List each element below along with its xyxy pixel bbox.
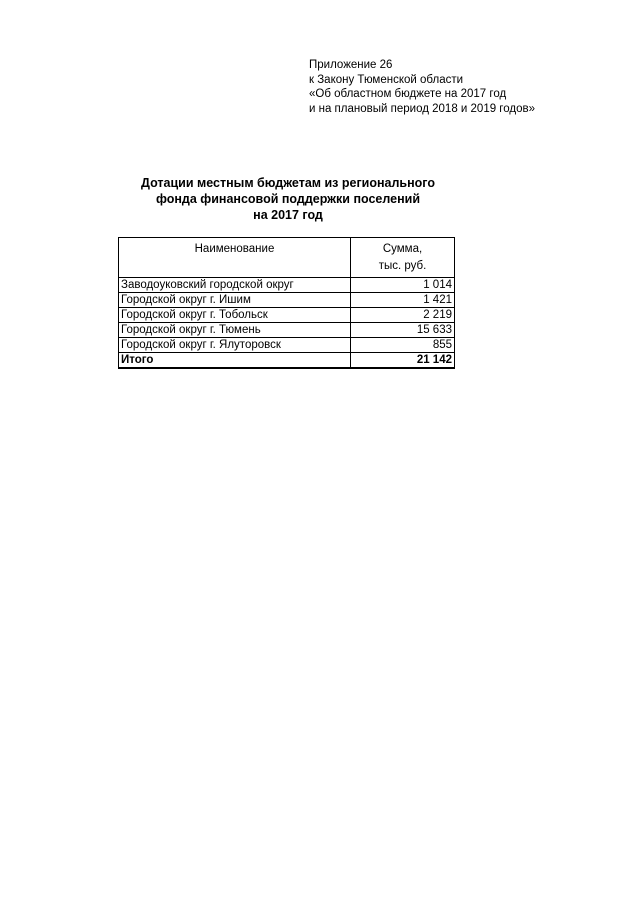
table-row (119, 293, 455, 308)
row-name: Городской округ г. Ишим (119, 293, 351, 308)
row-sum: 2 219 (351, 308, 455, 323)
row-sum: 15 633 (351, 323, 455, 338)
annex-header (309, 58, 535, 116)
annex-line-2: к Закону Тюменской области (309, 73, 464, 86)
annex-line-1: Приложение 26 (309, 59, 393, 71)
row-sum: 855 (351, 338, 455, 353)
title-line-3: на 2017 год (253, 208, 323, 222)
column-header-sum-line-2: тыс. руб. (378, 260, 427, 272)
column-header-sum-line-1: Сумма, (382, 243, 423, 255)
table-row (119, 323, 455, 338)
total-row (119, 353, 455, 369)
column-header-sum (351, 238, 455, 278)
row-name: Городской округ г. Тобольск (119, 308, 351, 323)
table-row (119, 338, 455, 353)
table-row (119, 278, 455, 293)
title-line-2: фонда финансовой поддержки поселений (155, 192, 421, 206)
title-line-1: Дотации местным бюджетам из регионального (141, 176, 435, 190)
document-title (120, 175, 456, 223)
table-header-row (119, 238, 455, 278)
row-name: Городской округ г. Тюмень (119, 323, 351, 338)
annex-line-4: и на плановый период 2018 и 2019 годов» (309, 102, 535, 115)
subsidies-table (118, 237, 455, 369)
row-name: Заводоуковский городской округ (119, 278, 351, 293)
annex-line-3: «Об областном бюджете на 2017 год (309, 88, 507, 100)
total-sum: 21 142 (351, 353, 455, 369)
total-label: Итого (119, 353, 351, 369)
column-header-name-label: Наименование (194, 243, 275, 255)
table-row (119, 308, 455, 323)
row-name: Городской округ г. Ялуторовск (119, 338, 351, 353)
row-sum: 1 421 (351, 293, 455, 308)
column-header-name (119, 238, 351, 278)
row-sum: 1 014 (351, 278, 455, 293)
